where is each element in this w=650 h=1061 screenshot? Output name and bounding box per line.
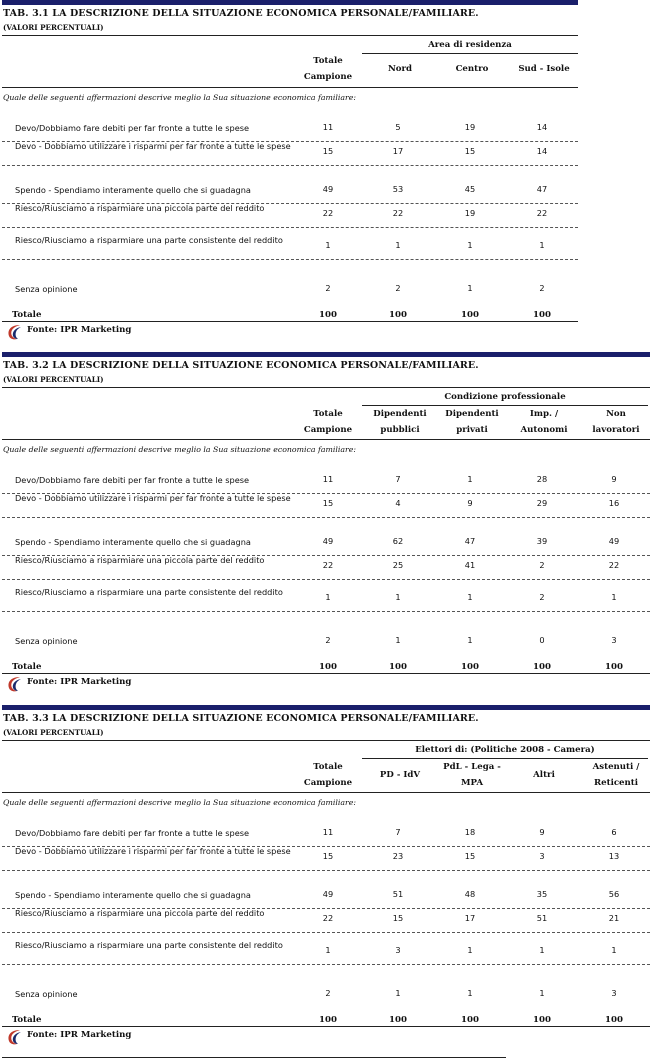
cell-value: 1	[467, 240, 473, 250]
total-value: 100	[319, 1015, 337, 1025]
cell-value: 51	[392, 889, 404, 899]
cell-value: 15	[322, 146, 334, 156]
cell-value: 49	[322, 536, 334, 546]
cell-value: 22	[392, 208, 404, 218]
cell-value: 2	[539, 592, 545, 602]
cell-value: 2	[325, 283, 331, 293]
question-text: Quale delle seguenti affermazioni descrive meglio la Sua situazione economica familiare:	[3, 445, 357, 454]
table-subtitle: (VALORI PERCENTUALI)	[3, 375, 104, 384]
cell-value: 15	[322, 851, 334, 861]
column-header: Dipendenti pubblici	[373, 409, 427, 435]
row-divider	[2, 517, 650, 518]
column-header: PD - IdV	[379, 770, 421, 780]
cell-value: 1	[539, 988, 545, 998]
source-note	[6, 1029, 206, 1043]
total-label: Totale	[12, 1015, 42, 1025]
cell-value: 1	[395, 240, 401, 250]
ipr-logo-icon	[6, 676, 24, 692]
total-value: 100	[533, 662, 551, 672]
cell-value: 19	[464, 122, 476, 132]
total-label: Totale	[12, 310, 42, 320]
total-value: 100	[389, 662, 407, 672]
total-rule	[2, 673, 650, 674]
cell-value: 3	[611, 635, 617, 645]
title-bar	[2, 352, 650, 357]
column-header: Totale Campione	[303, 409, 353, 435]
cell-value: 2	[325, 988, 331, 998]
cell-value: 41	[464, 560, 476, 570]
footer-rule	[2, 1057, 506, 1058]
cell-value: 22	[322, 560, 334, 570]
cell-value: 9	[611, 474, 617, 484]
cell-value: 22	[322, 208, 334, 218]
row-label: Riesco/Riusciamo a risparmiare una piccola parte del reddito	[15, 555, 265, 565]
total-value: 100	[319, 310, 337, 320]
question-text: Quale delle seguenti affermazioni descrive meglio la Sua situazione economica familiare:	[3, 798, 357, 807]
column-header: Imp. / Autonomi	[520, 409, 568, 435]
header-bottom-rule	[2, 439, 650, 440]
question-text: Quale delle seguenti affermazioni descrive meglio la Sua situazione economica familiare:	[3, 93, 357, 102]
total-rule	[2, 1026, 650, 1027]
row-label: Spendo - Spendiamo interamente quello che si guadagna	[15, 537, 251, 547]
cell-value: 11	[322, 122, 334, 132]
cell-value: 21	[608, 913, 620, 923]
cell-value: 14	[536, 146, 548, 156]
cell-value: 1	[395, 635, 401, 645]
total-value: 100	[461, 310, 479, 320]
cell-value: 29	[536, 498, 548, 508]
cell-value: 49	[322, 184, 334, 194]
column-header: Centro	[455, 64, 489, 74]
cell-value: 13	[608, 851, 620, 861]
row-divider	[2, 165, 578, 166]
cell-value: 48	[464, 889, 476, 899]
cell-value: 0	[539, 635, 545, 645]
column-header: Totale Campione	[303, 56, 353, 82]
row-label: Senza opinione	[15, 636, 78, 646]
cell-value: 1	[467, 988, 473, 998]
total-value: 100	[533, 1015, 551, 1025]
cell-value: 25	[392, 560, 404, 570]
group-rule	[362, 53, 578, 54]
cell-value: 1	[325, 945, 331, 955]
row-divider	[2, 611, 650, 612]
header-rule	[2, 740, 650, 741]
cell-value: 2	[539, 560, 545, 570]
cell-value: 17	[464, 913, 476, 923]
total-rule	[2, 321, 578, 322]
row-label: Spendo - Spendiamo interamente quello che si guadagna	[15, 185, 251, 195]
cell-value: 56	[608, 889, 620, 899]
cell-value: 1	[467, 283, 473, 293]
cell-value: 2	[325, 635, 331, 645]
column-header: Dipendenti privati	[445, 409, 499, 435]
row-label: Devo/Dobbiamo fare debiti per far fronte a tutte le spese	[15, 123, 250, 133]
group-header: Condizione professionale	[444, 392, 566, 402]
row-divider	[2, 259, 578, 260]
total-value: 100	[319, 662, 337, 672]
total-value: 100	[389, 310, 407, 320]
table-subtitle: (VALORI PERCENTUALI)	[3, 728, 104, 737]
cell-value: 53	[392, 184, 404, 194]
column-header: Totale Campione	[303, 762, 353, 788]
row-label: Devo - Dobbiamo utilizzare i risparmi per far fronte a tutte le spese	[15, 141, 291, 151]
row-label: Senza opinione	[15, 989, 78, 999]
cell-value: 1	[467, 592, 473, 602]
table-section-3	[0, 705, 650, 1050]
cell-value: 2	[539, 283, 545, 293]
row-divider	[2, 932, 650, 933]
column-header: Nord	[387, 64, 413, 74]
title-bar	[2, 0, 578, 5]
row-divider	[2, 579, 650, 580]
row-divider	[2, 227, 578, 228]
cell-value: 62	[392, 536, 404, 546]
cell-value: 6	[611, 827, 617, 837]
column-header: Sud - Isole	[518, 64, 570, 74]
row-divider	[2, 870, 650, 871]
total-label: Totale	[12, 662, 42, 672]
cell-value: 15	[322, 498, 334, 508]
cell-value: 3	[539, 851, 545, 861]
source-note	[6, 324, 206, 338]
cell-value: 1	[467, 474, 473, 484]
row-label: Riesco/Riusciamo a risparmiare una parte consistente del reddito	[15, 235, 283, 245]
total-value: 100	[389, 1015, 407, 1025]
row-label: Riesco/Riusciamo a risparmiare una parte consistente del reddito	[15, 587, 283, 597]
cell-value: 1	[467, 945, 473, 955]
cell-value: 18	[464, 827, 476, 837]
cell-value: 19	[464, 208, 476, 218]
source-text: Fonte: IPR Marketing	[27, 1030, 132, 1040]
cell-value: 14	[536, 122, 548, 132]
column-header: PdL - Lega - MPA	[443, 762, 501, 788]
row-divider	[2, 964, 650, 965]
ipr-logo-icon	[6, 1029, 24, 1045]
cell-value: 51	[536, 913, 548, 923]
cell-value: 22	[608, 560, 620, 570]
cell-value: 2	[395, 283, 401, 293]
cell-value: 3	[395, 945, 401, 955]
cell-value: 15	[464, 146, 476, 156]
group-header: Elettori di: (Politiche 2008 - Camera)	[415, 745, 595, 755]
row-label: Senza opinione	[15, 284, 78, 294]
total-value: 100	[533, 310, 551, 320]
cell-value: 11	[322, 827, 334, 837]
table-title: TAB. 3.2 LA DESCRIZIONE DELLA SITUAZIONE ECONOMICA PERSONALE/FAMILIARE.	[3, 360, 479, 371]
header-bottom-rule	[2, 87, 578, 88]
total-value: 100	[605, 1015, 623, 1025]
row-label: Spendo - Spendiamo interamente quello che si guadagna	[15, 890, 251, 900]
cell-value: 3	[611, 988, 617, 998]
cell-value: 11	[322, 474, 334, 484]
table-title: TAB. 3.1 LA DESCRIZIONE DELLA SITUAZIONE ECONOMICA PERSONALE/FAMILIARE.	[3, 8, 479, 19]
cell-value: 39	[536, 536, 548, 546]
ipr-logo-icon	[6, 324, 24, 340]
total-value: 100	[605, 662, 623, 672]
cell-value: 1	[539, 945, 545, 955]
cell-value: 9	[539, 827, 545, 837]
column-header: Altri	[533, 770, 555, 780]
source-note	[6, 676, 206, 690]
cell-value: 47	[464, 536, 476, 546]
row-label: Devo - Dobbiamo utilizzare i risparmi per far fronte a tutte le spese	[15, 493, 291, 503]
row-label: Riesco/Riusciamo a risparmiare una parte consistente del reddito	[15, 940, 283, 950]
cell-value: 17	[392, 146, 404, 156]
column-header: Non lavoratori	[592, 409, 640, 435]
header-rule	[2, 35, 578, 36]
cell-value: 1	[395, 988, 401, 998]
cell-value: 7	[395, 474, 401, 484]
row-label: Riesco/Riusciamo a risparmiare una piccola parte del reddito	[15, 908, 265, 918]
group-header: Area di residenza	[428, 40, 512, 50]
cell-value: 1	[325, 240, 331, 250]
cell-value: 15	[464, 851, 476, 861]
row-label: Riesco/Riusciamo a risparmiare una piccola parte del reddito	[15, 203, 265, 213]
column-header: Astenuti / Reticenti	[592, 762, 640, 788]
cell-value: 7	[395, 827, 401, 837]
cell-value: 22	[322, 913, 334, 923]
cell-value: 16	[608, 498, 620, 508]
cell-value: 28	[536, 474, 548, 484]
row-label: Devo/Dobbiamo fare debiti per far fronte a tutte le spese	[15, 475, 250, 485]
cell-value: 35	[536, 889, 548, 899]
cell-value: 49	[322, 889, 334, 899]
header-bottom-rule	[2, 792, 650, 793]
row-label: Devo/Dobbiamo fare debiti per far fronte a tutte le spese	[15, 828, 250, 838]
source-text: Fonte: IPR Marketing	[27, 677, 132, 687]
table-subtitle: (VALORI PERCENTUALI)	[3, 23, 104, 32]
source-text: Fonte: IPR Marketing	[27, 325, 132, 335]
cell-value: 49	[608, 536, 620, 546]
total-value: 100	[461, 662, 479, 672]
cell-value: 1	[325, 592, 331, 602]
cell-value: 9	[467, 498, 473, 508]
cell-value: 1	[611, 945, 617, 955]
cell-value: 15	[392, 913, 404, 923]
table-title: TAB. 3.3 LA DESCRIZIONE DELLA SITUAZIONE ECONOMICA PERSONALE/FAMILIARE.	[3, 713, 479, 724]
cell-value: 1	[611, 592, 617, 602]
cell-value: 47	[536, 184, 548, 194]
cell-value: 23	[392, 851, 404, 861]
row-label: Devo - Dobbiamo utilizzare i risparmi per far fronte a tutte le spese	[15, 846, 291, 856]
cell-value: 22	[536, 208, 548, 218]
table-section-2	[0, 352, 650, 697]
cell-value: 4	[395, 498, 401, 508]
cell-value: 45	[464, 184, 476, 194]
cell-value: 1	[395, 592, 401, 602]
table-section-1	[0, 0, 650, 345]
cell-value: 5	[395, 122, 401, 132]
header-rule	[2, 387, 650, 388]
total-value: 100	[461, 1015, 479, 1025]
title-bar	[2, 705, 650, 710]
cell-value: 1	[467, 635, 473, 645]
cell-value: 1	[539, 240, 545, 250]
